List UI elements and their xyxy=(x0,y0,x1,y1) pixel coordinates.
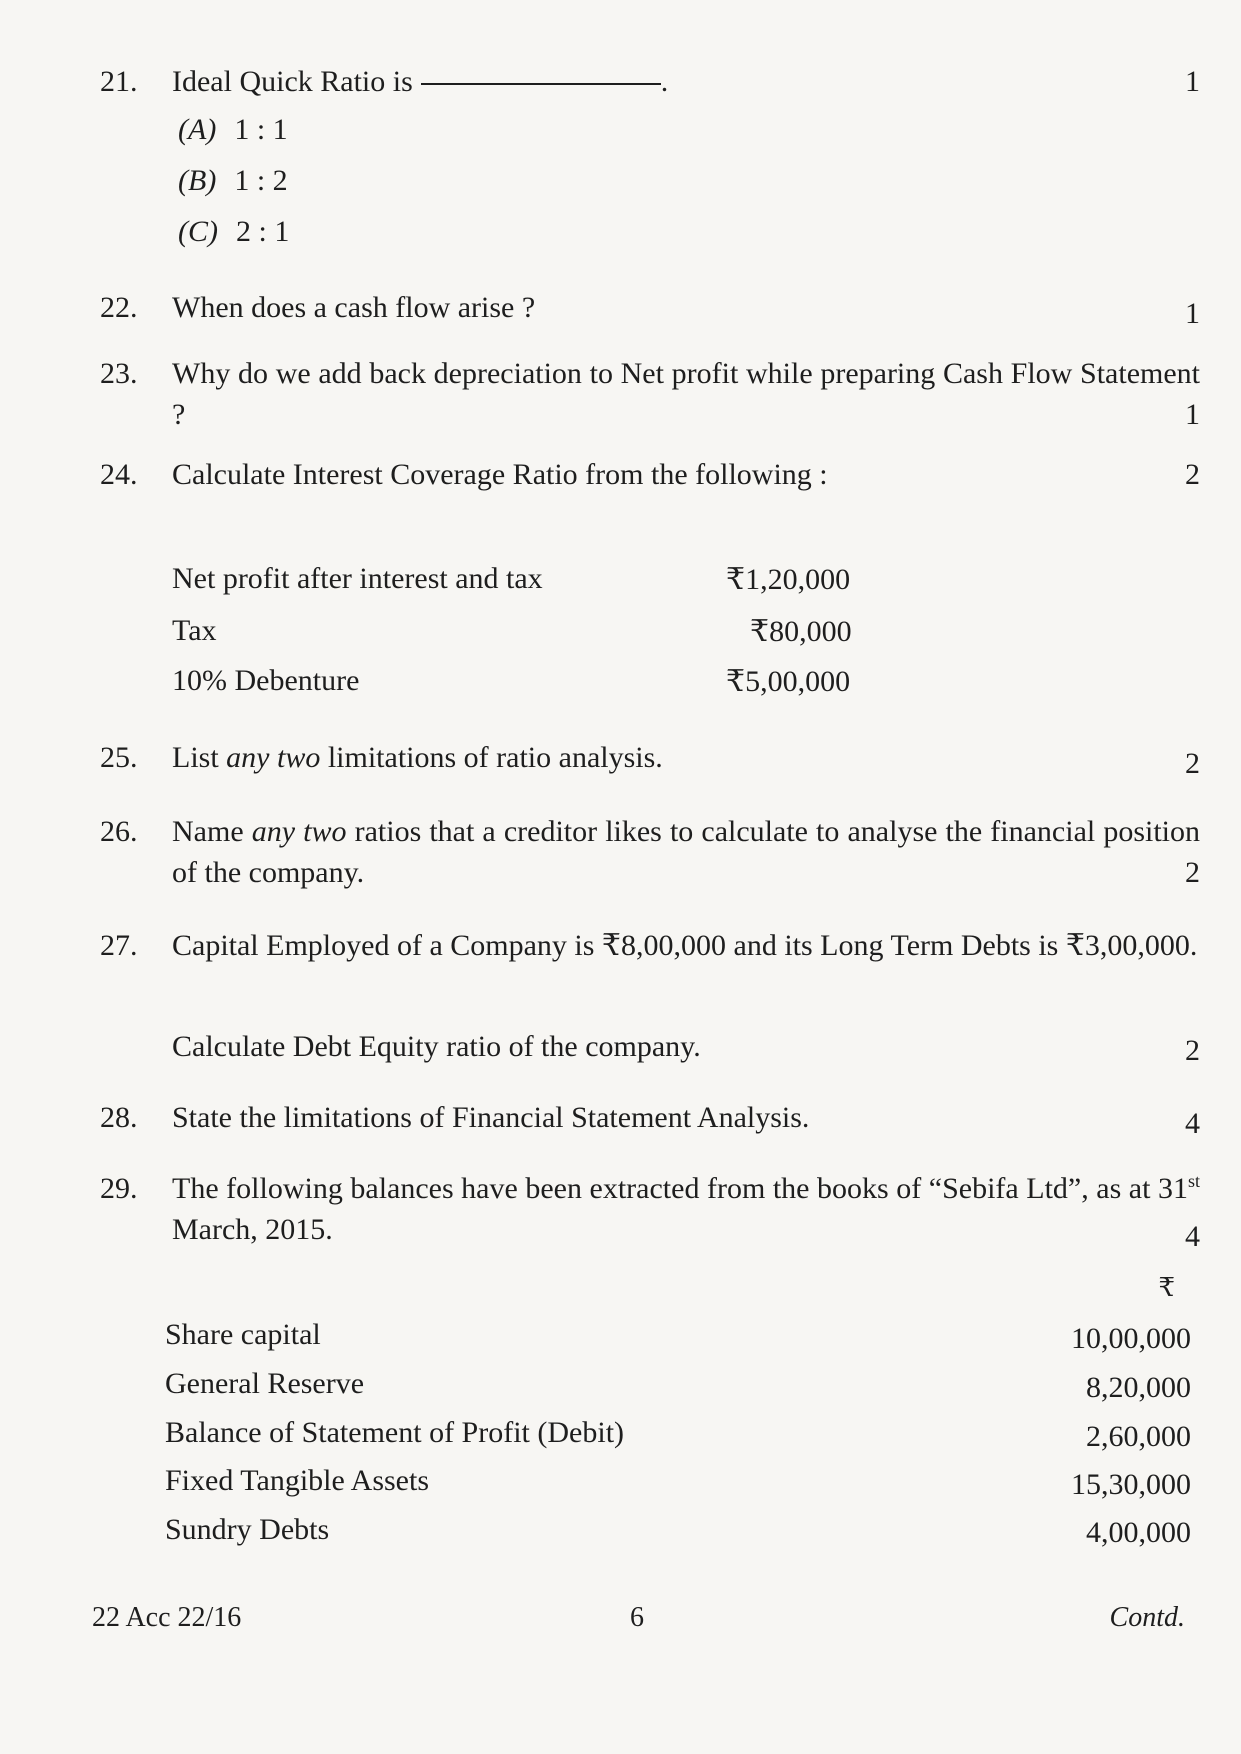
data-label: 10% Debenture xyxy=(172,664,360,697)
balance-value: 10,00,000 xyxy=(1071,1322,1191,1355)
question-28 xyxy=(100,1098,1200,1138)
question-25 xyxy=(100,738,1200,778)
paper-code: 22 Acc 22/16 xyxy=(92,1602,242,1633)
question-text: Calculate Interest Coverage Ratio from the following : xyxy=(172,458,828,491)
page-number: 6 xyxy=(630,1602,644,1633)
contd-label: Contd. xyxy=(1109,1602,1185,1633)
balance-value: 4,00,000 xyxy=(1086,1516,1191,1549)
data-value: ₹80,000 xyxy=(750,615,852,648)
option-a: (A) 1 : 1 xyxy=(178,113,288,146)
question-27-sub xyxy=(100,1027,1200,1067)
question-marks: 1 xyxy=(1185,297,1200,330)
question-text: Capital Employed of a Company is ₹8,00,000 and its Long Term Debts is ₹3,00,000. xyxy=(172,929,1198,962)
question-26 xyxy=(100,812,1200,892)
data-value: ₹5,00,000 xyxy=(726,665,851,698)
question-marks: 2 xyxy=(1185,856,1200,889)
question-27 xyxy=(100,926,1200,1006)
question-text: State the limitations of Financial Statement Analysis. xyxy=(172,1101,810,1134)
question-number: 26. xyxy=(100,815,138,848)
balance-label: Sundry Debts xyxy=(165,1513,330,1546)
balance-label: Balance of Statement of Profit (Debit) xyxy=(165,1416,625,1449)
question-marks: 2 xyxy=(1185,747,1200,780)
question-text: Name any two ratios that a creditor likes to calculate to analyse the financial position of the company. xyxy=(172,815,1200,889)
question-text: Ideal Quick Ratio is . xyxy=(172,65,669,98)
question-number: 28. xyxy=(100,1101,138,1134)
question-number: 23. xyxy=(100,357,138,390)
question-number: 21. xyxy=(100,65,138,98)
question-marks: 1 xyxy=(1185,65,1200,98)
question-number: 24. xyxy=(100,458,138,491)
data-label: Tax xyxy=(172,614,217,647)
balance-label: Share capital xyxy=(165,1318,321,1351)
balance-label: Fixed Tangible Assets xyxy=(165,1464,430,1497)
option-c: (C) 2 : 1 xyxy=(178,215,290,248)
question-number: 25. xyxy=(100,741,138,774)
question-text: Why do we add back depreciation to Net profit while preparing Cash Flow Statement ? xyxy=(172,357,1200,431)
question-24 xyxy=(100,455,1200,495)
question-marks: 2 xyxy=(1185,458,1200,491)
balance-value: 15,30,000 xyxy=(1071,1468,1191,1501)
question-23 xyxy=(100,354,1200,434)
question-text: List any two limitations of ratio analysis. xyxy=(172,741,663,774)
balance-value: 2,60,000 xyxy=(1086,1420,1191,1453)
currency-header: ₹ xyxy=(1158,1273,1175,1302)
balance-value: 8,20,000 xyxy=(1086,1371,1191,1404)
data-label: Net profit after interest and tax xyxy=(172,562,543,595)
question-number: 22. xyxy=(100,291,138,324)
question-marks: 4 xyxy=(1185,1220,1200,1253)
question-subtext: Calculate Debt Equity ratio of the company. xyxy=(172,1030,701,1063)
data-value: ₹1,20,000 xyxy=(726,563,851,596)
question-marks: 4 xyxy=(1185,1107,1200,1140)
question-text: When does a cash flow arise ? xyxy=(172,291,536,324)
question-marks: 2 xyxy=(1185,1034,1200,1067)
question-text: The following balances have been extracted from the books of “Sebifa Ltd”, as at 31st March, 2015. xyxy=(172,1171,1200,1246)
question-number: 29. xyxy=(100,1172,138,1205)
balance-label: General Reserve xyxy=(165,1367,365,1400)
question-number: 27. xyxy=(100,929,138,962)
option-b: (B) 1 : 2 xyxy=(178,164,288,197)
question-29 xyxy=(100,1169,1200,1253)
answer-blank xyxy=(421,83,661,85)
question-22 xyxy=(100,288,1200,328)
question-marks: 1 xyxy=(1185,398,1200,431)
question-21 xyxy=(100,62,1200,102)
